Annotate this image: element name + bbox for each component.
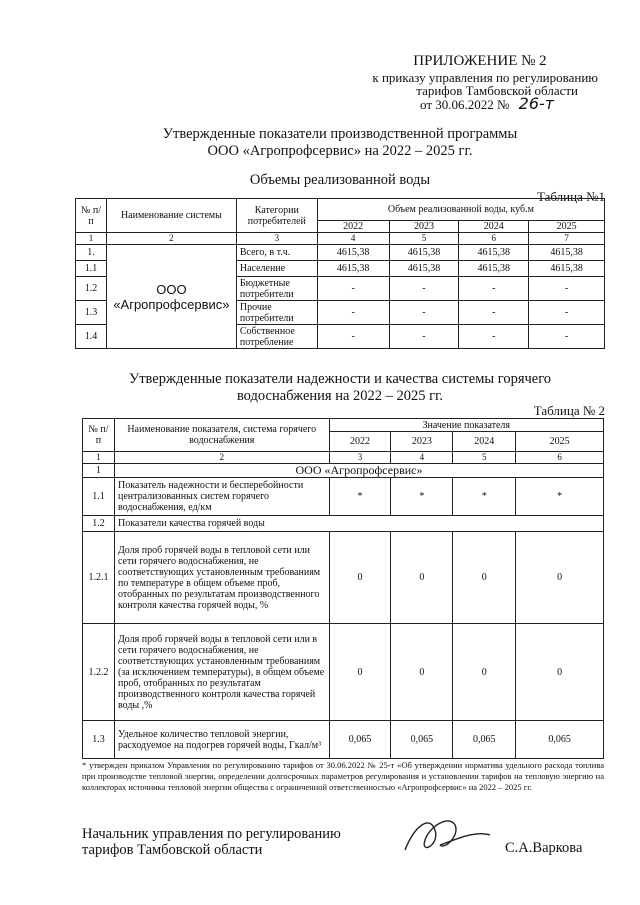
- table-row: 1.2 Бюджетные потребители - - - -: [76, 277, 605, 301]
- table-row: 1.2 Показатели качества горячей воды: [83, 516, 604, 532]
- header-value: Значение показателя: [329, 419, 603, 432]
- header-num: № п/п: [76, 199, 107, 233]
- header-category: Категории потребителей: [236, 199, 317, 233]
- table2-label: Таблица № 2: [533, 403, 605, 418]
- table-row: 1.4 Собственное потребление - - - -: [76, 325, 605, 349]
- table-row: 1.2.2 Доля проб горячей воды в тепловой сети или в сети горячего водоснабжения, не соответствующих установленным требованиям (за исключением температуры), в общем объеме проб, отобранных по результатам производственного контроля качества горячей воды ,% 0 0 0 0: [83, 624, 604, 721]
- table-row: 1.3 Удельное количество тепловой энергии, расходуемое на подогрев горячей воды, Гкал/м³ 0,065 0,065 0,065 0,065: [83, 721, 604, 759]
- handwritten-signature: [395, 805, 495, 865]
- column-numbers-row: 1 2 3 4 5 6 7: [76, 233, 605, 245]
- header-year: 2022: [317, 221, 389, 233]
- doc-title-line1: Утвержденные показатели производственной программы: [162, 126, 518, 142]
- column-numbers-row: 1 2 3 4 5 6: [83, 452, 604, 464]
- footnote: * утвержден приказом Управления по регулированию тарифов от 30.06.2022 № 25-т «Об утверждении норматива удельного расхода топлива при производстве тепловой энергии, определении долгосрочных параметров регулирования и установлении тарифов на тепловую энергию на коллекторах источника тепловой энергии общества с ограниченной ответственностью «Агропрофсервис» на 2022 – 2025 гг.: [82, 760, 604, 792]
- table-row: 1.3 Прочие потребители - - - -: [76, 301, 605, 325]
- table-row: 1.1 Показатель надежности и бесперебойности централизованных систем горячего водоснабжения, ед/км * * * *: [83, 478, 604, 516]
- table-row: 1.2.1 Доля проб горячей воды в тепловой сети или сети горячего водоснабжения, не соответствующих установленным требованиям по температуре в общем объеме проб, отобранных по результатам производственного контроля качества горячей воды, % 0 0 0 0: [83, 532, 604, 624]
- table-row: 1. ООО «Агропрофсервис» Всего, в т.ч. 4615,38 4615,38 4615,38 4615,38: [76, 245, 605, 261]
- signer-name: С.А.Варкова: [505, 840, 583, 856]
- header-volume: Объем реализованной воды, куб.м: [317, 199, 604, 221]
- appendix-line3: от 30.06.2022 №: [420, 97, 510, 112]
- table2-section-title: Утвержденные показатели надежности и качества системы горячего водоснабжения на 2022 – 2025 гг.: [128, 371, 552, 404]
- header-year: 2024: [459, 221, 529, 233]
- header-year: 2022: [329, 432, 391, 452]
- table2: [82, 418, 604, 759]
- table1: [75, 198, 605, 349]
- header-system: Наименование системы: [106, 199, 236, 233]
- header-year: 2025: [529, 221, 605, 233]
- signer-position-line2: тарифов Тамбовской области: [82, 842, 263, 858]
- header-year: 2023: [391, 432, 453, 452]
- header-num: № п/п: [83, 419, 115, 452]
- header-year: 2025: [516, 432, 604, 452]
- org-row: 1 ООО «Агропрофсервис»: [83, 464, 604, 478]
- table1-label: Таблица №1: [536, 189, 605, 204]
- signer-position-line1: Начальник управления по регулированию: [82, 826, 341, 842]
- table-row: 1.1 Население 4615,38 4615,38 4615,38 4615,38: [76, 261, 605, 277]
- appendix-title: ПРИЛОЖЕНИЕ № 2: [413, 53, 547, 69]
- system-name: ООО «Агропрофсервис»: [106, 245, 236, 349]
- header-year: 2023: [389, 221, 459, 233]
- order-number-handwritten: 26-т: [518, 94, 555, 113]
- doc-title-line2: ООО «Агропрофсервис» на 2022 – 2025 гг.: [207, 143, 473, 159]
- appendix-line2: тарифов Тамбовской области: [416, 83, 578, 98]
- table1-section-title: Объемы реализованной воды: [249, 172, 431, 188]
- header-name: Наименование показателя, система горячего водоснабжения: [114, 419, 329, 452]
- header-year: 2024: [453, 432, 516, 452]
- appendix-line1: к приказу управления по регулированию: [372, 70, 598, 85]
